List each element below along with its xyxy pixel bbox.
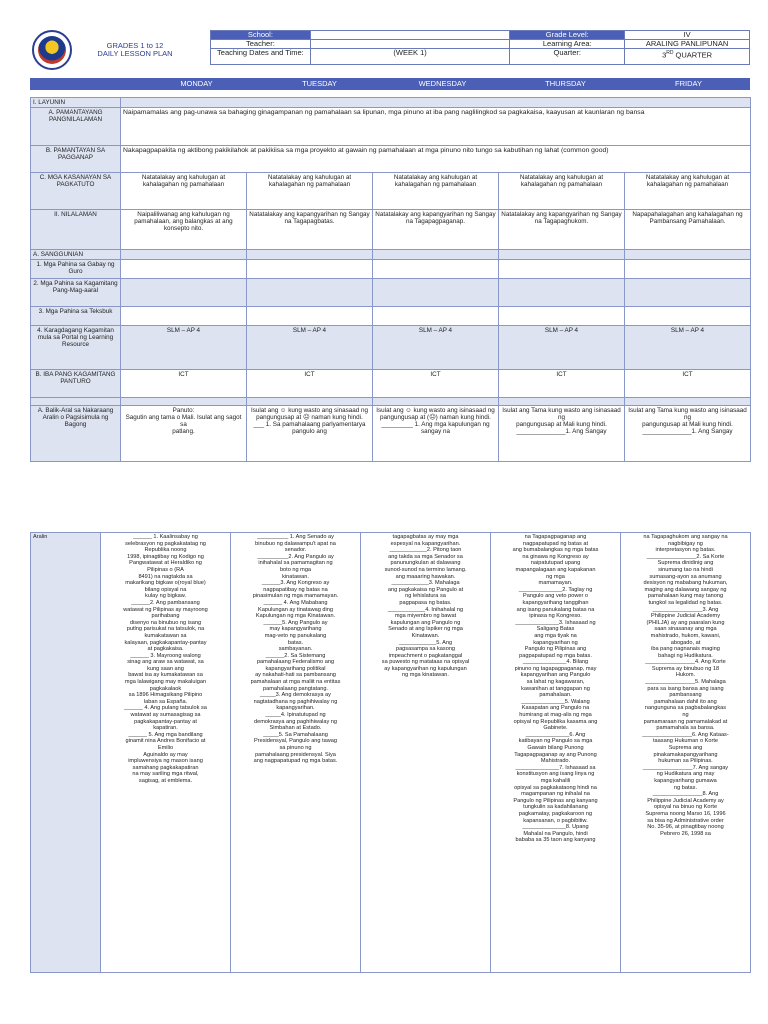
text-line: 1998, ipinagtibay ng Kodigo ng: [127, 553, 204, 560]
nilalaman-cell: Natatalakay ang kapangyarihan ng Sangay na Tagapaghukom.: [499, 210, 625, 250]
text-line: pinuno ng tagapagpaganap, may: [514, 665, 597, 672]
text-line: (PHILJA) ay ang paaralan kung: [646, 619, 725, 626]
text-line: Pangwatawat at Heraldiko ng: [129, 560, 202, 567]
balik-aral-cell: Panuto: Sagutin ang tama o Mali. Isulat ang sagot sa patlang.: [121, 406, 247, 462]
text-line: samahang pagkakapatiran: [132, 764, 199, 771]
text-line: ______2. Sa Sistemang: [265, 652, 326, 659]
text-line: pagkakapantay-pantay at: [134, 718, 197, 725]
text-line: kalayaan, pagkakapantay-pantay: [124, 639, 207, 646]
grade-label: Grade Level:: [510, 31, 625, 40]
text-line: Kasapatan ang Pangulo na: [521, 705, 590, 712]
teksbuk-label: 3. Mga Pahina sa Teksbuk: [31, 307, 121, 326]
text-line: nagpapatupad ng batas at: [522, 540, 588, 547]
text-line: espesyal na kapangyarihan.: [390, 540, 461, 547]
slm-cell: SLM – AP 4: [247, 326, 373, 370]
text-line: pagpapasa ng batas.: [399, 599, 452, 606]
text-line: Pangulo ng Pilipinas ang: [524, 646, 587, 653]
text-line: pambansang: [669, 692, 702, 699]
text-line: bahagi ng Hudikatura.: [658, 652, 713, 659]
text-line: sambayanan.: [278, 646, 313, 653]
kasanayan-cell: Natatalakay ang kahulugan at kahalagahan ng pamahalaan: [247, 173, 373, 210]
text-line: mag-veto ng panukalang: [264, 632, 327, 639]
text-line: Tagapagpaganap ay ang Punong: [514, 751, 597, 758]
page2-col-monday: [101, 533, 231, 973]
day-wednesday: WEDNESDAY: [418, 79, 467, 88]
text-line: maging ang dalawang sangay ng: [644, 586, 727, 593]
text-line: ng Hudikatura ang may: [656, 771, 715, 778]
nilalaman-cell: Napapahalagahan ang kahalagahan ng Pambansang Pamahalaan.: [625, 210, 751, 250]
text-line: ____________3. Mahalaga: [391, 580, 460, 587]
text-line: ______ 3. Mayroong walong: [130, 652, 201, 659]
text-line: Senado at ang Ispiker ng mga: [388, 626, 463, 633]
text-line: opisyal ng Republika kasama ang: [513, 718, 598, 725]
text-line: parihabang: [151, 613, 180, 620]
text-line: mapangalagaan ang kapakanan: [515, 566, 596, 573]
text-line: ang pagkakaisa ng Pangulo at: [387, 586, 464, 593]
day-friday: FRIDAY: [675, 79, 702, 88]
text-line: ang mga tiyak na: [534, 632, 577, 639]
aralin-label: Aralin: [31, 533, 101, 973]
text-line: kawanihan at tanggapan ng: [521, 685, 590, 692]
page2-col-wednesday: [361, 533, 491, 973]
text-line: ______3. Ang Kongreso ay: [261, 580, 330, 587]
text-line: __________2. Ang Pangulo ay: [257, 553, 334, 560]
day-monday: MONDAY: [180, 79, 213, 88]
quarter-value: 3RD QUARTER: [625, 49, 750, 65]
text-line: taasang Hukuman o Korte: [653, 738, 718, 745]
text-line: Pilipinas o (RA: [147, 566, 184, 573]
balik-aral-cell: Isulat ang ☺ kung wasto ang sinasaad ng pangungusap at ☹ naman kung hindi. ___ 1. Sa pamahalaang parlyamentarya pangulo ang: [247, 406, 373, 462]
slm-cell: SLM – AP 4: [373, 326, 499, 370]
text-line: Kapulungan ng mga Kinatawan.: [255, 613, 336, 620]
text-line: opisyal sa pagkakataong hindi na: [514, 784, 597, 791]
balik-aral-cell: Isulat ang Tama kung wasto ang isinasaad ng pangungusap at Mali kung hindi. ______________1. Ang Sangay: [625, 406, 751, 462]
text-line: sa 1896 Himagsikang Pilipino: [128, 692, 203, 699]
text-line: kapangyarihan ang Pangulo: [520, 672, 591, 679]
text-line: ______ 1. Kaalinsabay ng: [133, 534, 198, 540]
text-line: ay kapangyarihan ng kapulungan: [384, 665, 467, 672]
day-tuesday: TUESDAY: [302, 79, 337, 88]
text-line: bababa sa 35 taon ang kanyang: [515, 837, 596, 844]
text-line: Mahistrado.: [540, 758, 571, 765]
text-line: na ginawa ng Kongreso ay: [522, 553, 589, 560]
slm-cell: SLM – AP 4: [625, 326, 751, 370]
text-line: laban sa España.: [143, 698, 188, 705]
balik-aral-cell: Isulat ang Tama kung wasto ang isinasaad ng pangungusap at Mali kung hindi. ______________1. Ang Sangay: [499, 406, 625, 462]
pamantayang-pangnilalaman-text: Naipamamalas ang pag-unawa sa bahaging ginagampanan ng pamahalaan sa lipunan, mga pinuno at iba pang naglilingkod sa pagkakaisa, kaayusan at kaunlaran ng bansa: [121, 108, 751, 146]
text-line: tagapagbatas ay may mga: [392, 534, 459, 540]
text-line: magampanan ng inihalal na: [521, 791, 590, 798]
text-line: kapansanan, o pagbibitiw.: [523, 817, 588, 824]
text-line: kulay ng bigkaw.: [144, 593, 187, 600]
day-thursday: THURSDAY: [545, 79, 586, 88]
text-line: kapangyarihan ng: [533, 639, 578, 646]
text-line: pamahalaang pangtatang.: [262, 685, 328, 692]
text-line: mahistrado, hukom, kawani,: [650, 632, 721, 639]
text-line: ____________5. Ang: [398, 639, 453, 646]
text-line: ______2. Ang pambansang: [131, 599, 200, 606]
text-line: bawat isa ay kumakatawan sa: [128, 672, 203, 679]
text-line: Philippine Judicial Academy ay: [647, 797, 724, 804]
text-line: hukuman sa Pilipinas.: [658, 758, 713, 765]
ict-cell: ICT: [499, 370, 625, 398]
text-line: batas.: [287, 639, 304, 646]
text-line: nagpapatibay ng batas na: [263, 586, 328, 593]
text-line: selebrasyon ng pagkakatatag ng: [125, 540, 206, 547]
text-line: 8491) na nagtakda sa: [138, 573, 193, 580]
text-line: pamahalaang presidensyal. Siya: [255, 751, 336, 758]
text-line: Pangulo ang veto power o: [523, 593, 588, 600]
text-line: ______ 5. Ang mga bandilang: [128, 731, 203, 738]
text-line: ipinasa ng Kongreso.: [529, 613, 582, 620]
text-line: at pagkakaisa.: [147, 646, 184, 653]
text-line: Suprema noong Marso 16, 1996: [645, 810, 726, 817]
text-line: ang isang panukalang batas na: [516, 606, 595, 613]
text-line: sumasang-ayon sa anumang: [649, 573, 722, 580]
text-line: na Tagapaghukom ang sangay na: [643, 534, 728, 540]
text-line: ______________6. Ang: [525, 731, 586, 738]
text-line: Suprema dinidinig ang: [657, 560, 714, 567]
text-line: pamahalaan at mga maliit na entitas: [250, 679, 341, 686]
text-line: panunungkulan at dalawang: [390, 560, 461, 567]
text-line: mga miyembro ng bawat: [394, 613, 457, 620]
text-line: Pangulo ng Pilipinas ang kanyang: [513, 797, 598, 804]
text-line: kapulungan ang Pangulo ng: [390, 619, 461, 626]
ict-cell: ICT: [625, 370, 751, 398]
page-2-continuation: [30, 532, 750, 973]
text-line: __________ 1. Ang Senado ay: [257, 534, 334, 540]
school-label: School:: [211, 31, 311, 40]
dates-value: (WEEK 1): [310, 49, 510, 65]
text-line: Gawain bilang Punong: [527, 745, 584, 751]
text-line: ang nagpapatupad ng mga batas.: [253, 758, 338, 765]
text-line: ______________3. Ishasaad ng: [515, 619, 596, 626]
slm-cell: SLM – AP 4: [121, 326, 247, 370]
text-line: Mahalal na Pangulo, hindi: [523, 830, 588, 837]
text-line: mamamayan.: [538, 580, 573, 587]
balik-aral-label: A. Balik-Aral sa Nakaraang Aralin o Pagsisimula ng Bagong: [31, 406, 121, 462]
text-line: ng: [682, 712, 689, 719]
page2-col-friday: [621, 533, 751, 973]
balik-aral-cell: Isulat ang ☺ kung wasto ang isinasaad ng pangungusap at (☹) naman kung hindi. _________ 1. Ang mga kapulungan ng sangay na: [373, 406, 499, 462]
pamantayan-pagganap-label: B. PAMANTAYAN SA PAGGANAP: [31, 146, 121, 173]
text-line: kapangyarihan.: [276, 705, 315, 712]
text-line: pinasimulan ng mga mamamayan.: [252, 593, 339, 600]
nilalaman-cell: Natatalakay ang kapangyarihan ng Sangay na Tagapagpaganap.: [373, 210, 499, 250]
area-value: ARALING PANLIPUNAN: [625, 40, 750, 49]
text-line: ________________2. Sa Korte: [646, 553, 725, 560]
page2-col-tuesday: [231, 533, 361, 973]
text-line: ________________6. Ang Kataas-: [642, 731, 729, 738]
text-line: sa puwesto ng matataas na opisyal: [381, 659, 470, 666]
text-line: pinakamakapangyarihang: [653, 751, 718, 758]
school-value: [310, 31, 510, 40]
text-line: binubuo ng dalawampu't apat na: [255, 540, 336, 547]
text-line: pagsasampa sa kasong: [395, 646, 456, 653]
text-line: ____________2. Pitong taon: [389, 547, 462, 554]
text-line: ng mga kinatawan.: [402, 672, 449, 679]
text-line: Republika noong: [144, 547, 187, 554]
text-line: saan sinasanay ang mga: [654, 626, 717, 633]
text-line: sa lahat ng kagawaran,: [526, 679, 585, 686]
text-line: Philippine Judicial Academy: [650, 613, 721, 620]
text-line: ______ 4. Ang Mababang: [263, 599, 328, 606]
text-line: kapatiran.: [153, 725, 178, 732]
text-line: pamamahala sa bansa.: [656, 725, 715, 732]
text-line: sa bisa ng Administrative order: [647, 817, 724, 824]
kasanayan-cell: Natatalakay ang kahulugan at kahalagahan ng pamahalaan: [499, 173, 625, 210]
text-line: ang bumabalangkas ng mga batas: [512, 547, 599, 554]
text-line: humirang at mag-alis ng mga: [519, 712, 592, 719]
text-line: ______________8. Upang: [522, 824, 589, 831]
text-line: pamamaraan ng pamamalakad at: [643, 718, 728, 725]
text-line: ng lehislatura sa: [405, 593, 446, 600]
text-line: ________________3. Ang: [652, 606, 719, 613]
kasanayan-cell: Natatalakay ang kahulugan at kahalagahan ng pamahalaan: [373, 173, 499, 210]
kagamitang-mag-aaral-label: 2. Mga Pahina sa Kagamitang Pang-Mag-aaral: [31, 279, 121, 307]
pamantayang-pangnilalaman-label: A. PAMANTAYANG PANGNILALAMAN: [31, 108, 121, 146]
ict-cell: ICT: [247, 370, 373, 398]
nilalaman-cell: Naipaliliwanag ang kahulugan ng pamahalaan, ang balangkas at ang konsepto nito.: [121, 210, 247, 250]
plan-title-line2: DAILY LESSON PLAN: [97, 49, 173, 58]
text-line: ________________5. Mahalaga: [645, 679, 726, 686]
text-line: ______________2. Taglay ng: [518, 586, 593, 593]
text-line: Simbahan at Estado.: [269, 725, 322, 732]
text-line: ________________7. Ang sangay: [642, 764, 729, 771]
text-line: No. 35-96, at pinagtibay noong: [647, 824, 724, 831]
text-line: mga lalawigang may makaluigan: [124, 679, 207, 686]
text-line: ginamit nina Andres Bonifacio at: [125, 738, 206, 745]
sanggunian-heading: A. SANGGUNIAN: [31, 250, 121, 260]
text-line: may kapangyarihang: [269, 626, 322, 633]
text-line: Suprema ang: [668, 745, 703, 751]
text-line: kapangyarihang politikal: [265, 665, 326, 672]
text-line: watawat ay sumasagisag sa: [130, 712, 201, 719]
text-line: na may sariling mga ritwal,: [132, 771, 199, 778]
text-line: tungkol sa legalidad ng batas.: [648, 599, 723, 606]
dates-label: Teaching Dates and Time:: [211, 49, 311, 65]
text-line: pamahalaang Federalismo ang: [256, 659, 335, 666]
text-line: kapangyarihang gumawa: [654, 777, 717, 784]
karagdagang-kagamitan-label: 4. Karagdagang Kagamitan mula sa Portal ng Learning Resource: [31, 326, 121, 370]
text-line: ______________4. Bilang: [522, 659, 589, 666]
text-line: senador.: [284, 547, 307, 554]
quarter-label: Quarter:: [510, 49, 625, 65]
text-line: Pebrero 26, 1998 sa: [660, 830, 711, 837]
text-line: bilang opisyal na: [144, 586, 187, 593]
text-line: kung saan ang: [147, 665, 184, 672]
text-line: Saligang Batas: [536, 626, 575, 633]
text-line: inihahalal sa pamamagitan ng: [258, 560, 333, 567]
text-line: nangunguna sa pagbabalangkas: [644, 705, 727, 712]
text-line: nagbibigay ng: [668, 540, 703, 547]
text-line: sagisag, at emblema.: [138, 777, 193, 784]
kasanayan-cell: Natatalakay ang kahulugan at kahalagahan ng pamahalaan: [625, 173, 751, 210]
gabay-guro-label: 1. Mga Pahina sa Gabay ng Guro: [31, 260, 121, 279]
text-line: ang takda sa mga Senador sa: [388, 553, 463, 560]
text-line: ____________4. Inihahalal ng: [387, 606, 464, 613]
text-line: sinumang tao na hindi: [658, 566, 713, 573]
text-line: Kapulungan ay tinatawag ding: [258, 606, 333, 613]
text-line: impeachment o pagkatanggal: [388, 652, 463, 659]
text-line: iba pang nagnanais maging: [651, 646, 720, 653]
text-line: opisyal na binuo ng Korte: [653, 804, 718, 811]
text-line: ______5. Ang Pangulo ay: [263, 619, 328, 626]
header-info-table: [210, 30, 750, 65]
text-line: para sa isang bansa ang isang: [647, 685, 724, 692]
text-line: Kinatawan.: [411, 632, 440, 639]
text-line: _____5. Sa Pamahalaang: [263, 731, 328, 738]
text-line: boto ng mga: [279, 566, 312, 573]
text-line: ng mga: [546, 573, 565, 580]
text-line: ang maaaring hawakan.: [395, 573, 456, 580]
text-line: pamahalaan dahil ito ang: [654, 698, 717, 705]
text-line: Gabinete.: [543, 725, 568, 732]
plan-title-line1: GRADES 1 to 12: [106, 41, 164, 50]
text-line: sunod-sunod na termino lamang.: [384, 566, 467, 573]
text-line: kumakatawan sa: [144, 632, 187, 639]
text-line: Presidensyal, Pangulo ang tawag: [253, 738, 338, 745]
text-line: sa pinuno ng: [279, 745, 312, 751]
teacher-label: Teacher:: [211, 40, 311, 49]
text-line: nagtatadhana ng paghihiwalay ng: [253, 698, 338, 705]
text-line: abogado, at: [670, 639, 701, 646]
text-line: interpretasyon ng batas.: [655, 547, 716, 554]
text-line: Hukom.: [675, 672, 696, 679]
ict-cell: ICT: [121, 370, 247, 398]
lesson-plan-grid: [30, 97, 750, 462]
text-line: putlng parisukat na tatsulok, na: [126, 626, 205, 633]
slm-cell: SLM – AP 4: [499, 326, 625, 370]
text-line: ______ 4. Ang pulang tatsulok sa: [124, 705, 207, 712]
text-line: ______________5. Walang: [521, 698, 590, 705]
text-line: Aguinaldo ay may: [143, 751, 188, 758]
text-line: naipatutupad upang: [530, 560, 581, 567]
grade-value: IV: [625, 31, 750, 40]
text-line: makarikang bigkaw o(royal blue): [125, 580, 206, 587]
text-line: katibayan ng Pangulo sa mga: [518, 738, 593, 745]
text-line: ________________8. Ang: [652, 791, 719, 798]
kasanayan-label: C. MGA KASANAYAN SA PAGKATUTO: [31, 173, 121, 210]
text-line: pagkamatay, pagkakaroon ng: [518, 810, 593, 817]
text-line: ______________7. Ishasaad sa: [515, 764, 596, 771]
text-line: watawat ng Pilipinas ay mayroong: [123, 606, 208, 613]
layunin-heading: I. LAYUNIN: [31, 98, 121, 108]
text-line: sinag ang araw sa watawat, sa: [127, 659, 204, 666]
area-label: Learning Area:: [510, 40, 625, 49]
kasanayan-cell: Natatalakay ang kahulugan at kahalagahan ng pamahalaan: [121, 173, 247, 210]
text-line: kinatawan.: [282, 573, 309, 580]
text-line: Suprema ay binubuo ng 18: [651, 665, 720, 672]
iba-pang-kagamitan-label: B. IBA PANG KAGAMITANG PANTURO: [31, 370, 121, 398]
text-line: _____3. Ang demokrasya ay: [260, 692, 331, 699]
text-line: disenyo na binubuo ng isang: [129, 619, 202, 626]
text-line: pamahalaan kung may tanong: [647, 593, 724, 600]
text-line: Emilio: [157, 745, 174, 751]
text-line: ng batas.: [673, 784, 697, 791]
text-line: tungkulin sa kadahilanang: [523, 804, 588, 811]
text-line: pagkakalaok: [149, 685, 182, 692]
text-line: kapangyarihang tanggihan: [522, 599, 589, 606]
text-line: desisyon ng mababang hukuman,: [643, 580, 728, 587]
page2-col-thursday: [491, 533, 621, 973]
text-line: pamahalaan.: [539, 692, 572, 699]
text-line: ay nakahati-hati sa pambansang: [255, 672, 336, 679]
text-line: demokrasya ang paghihiwalay ng: [253, 718, 338, 725]
ict-cell: ICT: [373, 370, 499, 398]
text-line: pagpapatupad ng mga batas.: [519, 652, 592, 659]
text-line: mga kahalili: [540, 777, 571, 784]
text-line: na Tagapagpaganap ang: [524, 534, 587, 540]
nilalaman-cell: Natatalakay ang kapangyarihan ng Sangay na Tagapagbatas.: [247, 210, 373, 250]
pamantayan-pagganap-text: Nakapagpapakita ng aktibong pakikilahok at pakikiisa sa mga proyekto at gawain ng pamahalaan at mga pinuno nito tungo sa kabutihan ng lahat (common good): [121, 146, 751, 173]
text-line: ________________4. Ang Korte: [645, 659, 726, 666]
weekday-header-bar: [30, 78, 750, 90]
nilalaman-label: II. NILALAMAN: [31, 210, 121, 250]
text-line: konstitusyon ang isang linya ng: [516, 771, 595, 778]
text-line: impluwensiya ng mason isang: [128, 758, 203, 765]
text-line: _____4. Ipinatutupad ng: [265, 712, 326, 719]
